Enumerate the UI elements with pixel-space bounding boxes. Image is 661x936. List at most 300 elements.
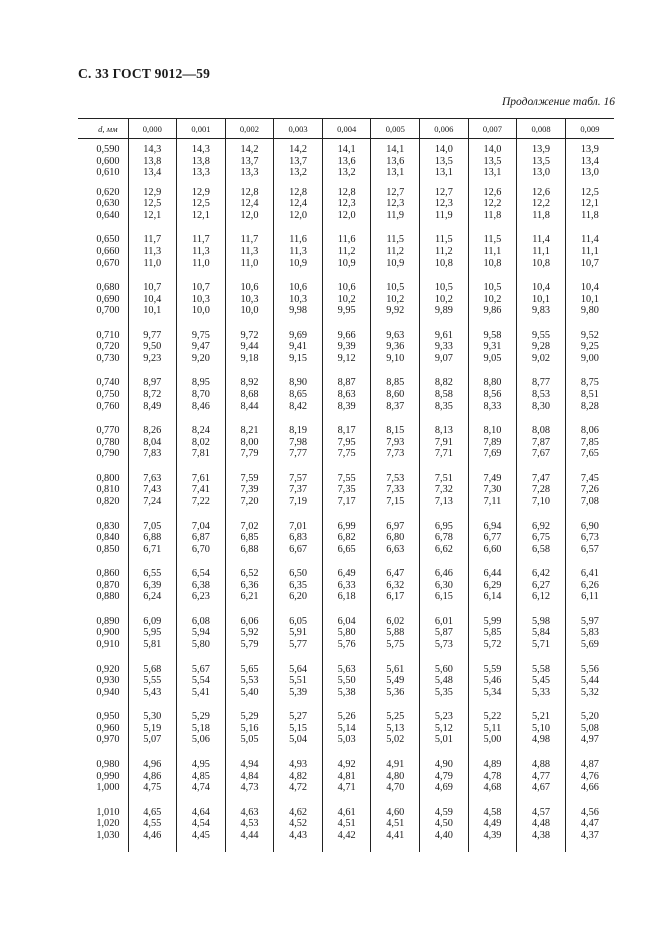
value-cell: [177, 330, 226, 378]
table-value: 8,65: [289, 389, 308, 401]
table-value: 4,96: [143, 758, 162, 770]
value-cell: [420, 282, 469, 330]
table-value: 7,69: [483, 448, 502, 460]
value-cell: [177, 234, 226, 282]
table-value: 10,6: [289, 282, 308, 294]
table-value: 6,29: [483, 579, 502, 591]
table-value: 7,98: [289, 436, 308, 448]
value-cell: [274, 711, 323, 759]
table-value: 4,65: [143, 806, 162, 818]
table-value: 6,82: [337, 532, 356, 544]
table-value: 4,40: [434, 829, 453, 841]
table-value: 6,92: [532, 520, 551, 532]
table-value: 4,97: [580, 734, 599, 746]
table-value: 5,50: [337, 675, 356, 687]
table-value: 6,44: [483, 568, 502, 580]
table-value: 5,41: [191, 686, 210, 698]
table-value: 7,65: [580, 448, 599, 460]
value-cell: [565, 521, 614, 569]
value-cell: [322, 568, 371, 616]
table-value: 6,46: [434, 568, 453, 580]
table-value: 5,01: [434, 734, 453, 746]
value-cell: [565, 234, 614, 282]
table-value: 6,47: [386, 568, 405, 580]
table-value: 4,66: [580, 782, 599, 794]
diameter-value: 0,830: [96, 520, 120, 532]
table-value: 5,48: [434, 675, 453, 687]
table-value: 6,58: [532, 543, 551, 555]
table-value: 8,97: [143, 377, 162, 389]
table-value: 10,8: [434, 257, 453, 269]
table-value: 6,97: [386, 520, 405, 532]
table-value: 4,53: [240, 818, 259, 830]
value-cell: [128, 807, 177, 852]
table-value: 5,12: [434, 722, 453, 734]
table-value: 11,9: [386, 209, 405, 221]
table-value: 12,8: [337, 186, 356, 198]
table-value: 6,32: [386, 579, 405, 591]
table-value: 11,7: [192, 234, 210, 246]
table-value: 5,30: [143, 711, 162, 723]
table-value: 10,7: [191, 282, 210, 294]
table-value: 11,6: [289, 234, 307, 246]
table-row-group: [78, 377, 614, 425]
table-value: 8,87: [337, 377, 356, 389]
table-value: 8,33: [483, 400, 502, 412]
table-value: 5,25: [386, 711, 405, 723]
diameter-value: 0,730: [96, 352, 120, 364]
diameter-cell: [78, 664, 128, 712]
data-table: [78, 118, 614, 852]
table-value: 8,13: [434, 425, 453, 437]
value-cell: [128, 234, 177, 282]
table-value: 10,3: [240, 293, 259, 305]
diameter-value: 0,920: [96, 663, 120, 675]
table-value: 7,51: [434, 472, 453, 484]
table-value: 4,94: [240, 758, 259, 770]
table-value: 5,87: [434, 627, 453, 639]
value-cell: [225, 473, 274, 521]
table-value: 7,59: [240, 472, 259, 484]
table-value: 5,91: [289, 627, 308, 639]
table-value: 5,08: [580, 722, 599, 734]
table-value: 6,06: [240, 615, 259, 627]
table-value: 12,1: [191, 209, 210, 221]
table-value: 10,1: [532, 293, 551, 305]
table-value: 10,0: [191, 305, 210, 317]
table-value: 4,47: [580, 818, 599, 830]
diameter-value: 0,620: [96, 186, 120, 198]
table-value: 10,7: [143, 282, 162, 294]
table-value: 11,1: [532, 245, 550, 257]
table-value: 6,11: [581, 591, 599, 603]
value-cell: [322, 282, 371, 330]
table-value: 12,8: [240, 186, 259, 198]
table-value: 13,1: [434, 167, 453, 179]
table-value: 11,3: [143, 245, 162, 257]
diameter-cell: [78, 282, 128, 330]
table-value: 14,2: [289, 144, 308, 155]
value-cell: [274, 664, 323, 712]
table-value: 12,0: [240, 209, 259, 221]
value-cell: [565, 568, 614, 616]
table-value: 6,62: [434, 543, 453, 555]
value-cell: [225, 807, 274, 852]
table-value: 9,92: [386, 305, 405, 317]
table-value: 6,78: [434, 532, 453, 544]
value-cell: [371, 234, 420, 282]
table-value: 9,89: [434, 305, 453, 317]
table-value: 5,32: [580, 686, 599, 698]
diameter-value: 0,750: [96, 389, 120, 401]
table-value: 5,27: [289, 711, 308, 723]
table-value: 6,77: [483, 532, 502, 544]
diameter-value: 0,820: [96, 496, 120, 507]
table-value: 4,95: [191, 758, 210, 770]
diameter-value: 0,960: [96, 722, 120, 734]
value-cell: [468, 187, 517, 235]
table-value: 10,7: [580, 257, 599, 269]
table-value: 11,6: [337, 234, 356, 246]
table-value: 5,38: [337, 686, 356, 698]
column-header: 0,006: [420, 119, 469, 139]
table-value: 6,63: [386, 543, 405, 555]
value-cell: [565, 187, 614, 235]
table-value: 9,02: [532, 352, 551, 364]
value-cell: [517, 282, 566, 330]
table-value: 5,19: [143, 722, 162, 734]
table-value: 5,99: [483, 615, 502, 627]
table-row-group: [78, 139, 614, 187]
table-value: 8,77: [532, 377, 551, 389]
table-value: 7,11: [483, 496, 502, 507]
column-header: 0,004: [322, 119, 371, 139]
table-value: 7,30: [483, 484, 502, 496]
table-value: 13,2: [337, 167, 356, 179]
table-value: 12,7: [434, 186, 453, 198]
table-value: 5,59: [483, 663, 502, 675]
table-value: 11,2: [386, 245, 405, 257]
value-cell: [371, 139, 420, 187]
table-value: 5,61: [386, 663, 405, 675]
table-value: 13,7: [289, 155, 308, 167]
table-value: 9,18: [240, 352, 259, 364]
diameter-value: 0,910: [96, 639, 120, 651]
value-cell: [517, 568, 566, 616]
value-cell: [517, 521, 566, 569]
value-cell: [274, 234, 323, 282]
table-value: 13,4: [580, 155, 599, 167]
table-value: 8,85: [386, 377, 405, 389]
table-value: 8,51: [580, 389, 599, 401]
value-cell: [468, 664, 517, 712]
table-value: 12,6: [532, 186, 551, 198]
table-row-group: [78, 711, 614, 759]
table-value: 6,85: [240, 532, 259, 544]
table-value: 12,5: [191, 198, 210, 210]
table-value: 9,61: [434, 329, 453, 341]
table-value: 6,24: [143, 591, 162, 603]
value-cell: [177, 282, 226, 330]
table-value: 13,5: [434, 155, 453, 167]
value-cell: [468, 425, 517, 473]
table-value: 12,4: [289, 198, 308, 210]
table-value: 13,7: [240, 155, 259, 167]
diameter-cell: [78, 425, 128, 473]
value-cell: [371, 282, 420, 330]
diameter-cell: [78, 759, 128, 807]
table-value: 5,15: [289, 722, 308, 734]
value-cell: [468, 759, 517, 807]
value-cell: [468, 282, 517, 330]
table-value: 5,16: [240, 722, 259, 734]
table-value: 5,73: [434, 639, 453, 651]
table-value: 11,7: [143, 234, 162, 246]
table-value: 5,97: [580, 615, 599, 627]
value-cell: [274, 616, 323, 664]
table-value: 4,63: [240, 806, 259, 818]
table-value: 7,13: [434, 496, 453, 507]
diameter-value: 0,680: [96, 282, 120, 294]
table-value: 8,04: [143, 436, 162, 448]
table-value: 7,20: [240, 496, 259, 507]
table-value: 7,71: [434, 448, 453, 460]
table-value: 4,51: [386, 818, 405, 830]
table-value: 9,10: [386, 352, 405, 364]
table-value: 4,87: [580, 758, 599, 770]
value-cell: [274, 330, 323, 378]
table-value: 5,43: [143, 686, 162, 698]
table-value: 5,04: [289, 734, 308, 746]
value-cell: [420, 473, 469, 521]
value-cell: [128, 473, 177, 521]
page-header: С. 33 ГОСТ 9012—59: [78, 66, 211, 81]
table-value: 5,14: [337, 722, 356, 734]
value-cell: [565, 282, 614, 330]
table-value: 5,33: [532, 686, 551, 698]
table-value: 9,58: [483, 329, 502, 341]
table-value: 9,69: [289, 329, 308, 341]
table-value: 6,87: [191, 532, 210, 544]
table-value: 14,1: [386, 144, 405, 155]
diameter-value: 0,600: [96, 155, 120, 167]
table-value: 5,26: [337, 711, 356, 723]
table-value: 6,55: [143, 568, 162, 580]
table-row-group: [78, 330, 614, 378]
table-value: 4,64: [191, 806, 210, 818]
table-value: 10,1: [580, 293, 599, 305]
table-value: 7,89: [483, 436, 502, 448]
table-value: 8,06: [580, 425, 599, 437]
table-value: 13,5: [532, 155, 551, 167]
table-value: 11,3: [192, 245, 210, 257]
table-value: 7,75: [337, 448, 356, 460]
diameter-cell: [78, 330, 128, 378]
diameter-value: 1,000: [96, 782, 120, 794]
table-row-group: [78, 187, 614, 235]
value-cell: [565, 759, 614, 807]
table-value: 5,58: [532, 663, 551, 675]
value-cell: [468, 521, 517, 569]
table-value: 8,21: [240, 425, 259, 437]
value-cell: [274, 521, 323, 569]
table-value: 4,82: [289, 770, 308, 782]
table-value: 9,55: [532, 329, 551, 341]
table-value: 12,1: [580, 198, 599, 210]
value-cell: [177, 139, 226, 187]
table-value: 7,10: [532, 496, 551, 507]
table-value: 8,75: [580, 377, 599, 389]
diameter-value: 0,710: [96, 329, 120, 341]
value-cell: [322, 616, 371, 664]
table-value: 6,20: [289, 591, 308, 603]
value-cell: [420, 234, 469, 282]
table-value: 7,45: [580, 472, 599, 484]
table-value: 6,75: [532, 532, 551, 544]
table-value: 5,64: [289, 663, 308, 675]
column-header: 0,003: [274, 119, 323, 139]
table-value: 5,77: [289, 639, 308, 651]
table-value: 5,40: [240, 686, 259, 698]
value-cell: [322, 187, 371, 235]
table-value: 5,34: [483, 686, 502, 698]
table-row-group: [78, 473, 614, 521]
value-cell: [565, 473, 614, 521]
value-cell: [177, 616, 226, 664]
table-value: 7,77: [289, 448, 308, 460]
table-value: 12,2: [532, 198, 551, 210]
table-value: 11,1: [581, 245, 599, 257]
table-value: 9,25: [580, 341, 599, 353]
value-cell: [565, 711, 614, 759]
diameter-cell: [78, 616, 128, 664]
table-value: 4,86: [143, 770, 162, 782]
table-value: 13,5: [483, 155, 502, 167]
table-value: 7,41: [191, 484, 210, 496]
table-value: 5,76: [337, 639, 356, 651]
value-cell: [420, 425, 469, 473]
table-value: 9,66: [337, 329, 356, 341]
value-cell: [565, 139, 614, 187]
column-header: 0,005: [371, 119, 420, 139]
table-value: 5,07: [143, 734, 162, 746]
table-value: 6,17: [386, 591, 405, 603]
table-value: 5,13: [386, 722, 405, 734]
value-cell: [128, 568, 177, 616]
diameter-value: 1,010: [96, 806, 120, 818]
table-value: 13,1: [386, 167, 405, 179]
table-value: 5,39: [289, 686, 308, 698]
table-value: 10,9: [386, 257, 405, 269]
table-value: 8,92: [240, 377, 259, 389]
value-cell: [565, 425, 614, 473]
table-value: 8,63: [337, 389, 356, 401]
table-value: 9,23: [143, 352, 162, 364]
table-continuation-label: Продолжение табл. 16: [502, 96, 615, 108]
table-value: 7,43: [143, 484, 162, 496]
table-value: 10,2: [337, 293, 356, 305]
table-value: 6,33: [337, 579, 356, 591]
table-value: 7,73: [386, 448, 405, 460]
table-value: 6,54: [191, 568, 210, 580]
value-cell: [225, 330, 274, 378]
value-cell: [517, 664, 566, 712]
table-header-row: [78, 119, 614, 139]
table-value: 4,41: [386, 829, 405, 841]
value-cell: [225, 377, 274, 425]
value-cell: [517, 711, 566, 759]
diameter-value: 0,720: [96, 341, 120, 353]
value-cell: [517, 759, 566, 807]
value-cell: [128, 521, 177, 569]
table-value: 5,81: [143, 639, 162, 651]
value-cell: [565, 616, 614, 664]
value-cell: [371, 330, 420, 378]
table-value: 9,12: [337, 352, 356, 364]
table-value: 13,9: [532, 144, 551, 155]
value-cell: [225, 664, 274, 712]
diameter-value: 0,670: [96, 257, 120, 269]
table-value: 11,2: [435, 245, 453, 257]
table-value: 6,18: [337, 591, 356, 603]
value-cell: [322, 377, 371, 425]
table-value: 9,15: [289, 352, 308, 364]
value-cell: [371, 807, 420, 852]
table-value: 7,01: [289, 520, 308, 532]
value-cell: [420, 807, 469, 852]
value-cell: [565, 330, 614, 378]
table-value: 5,68: [143, 663, 162, 675]
value-cell: [371, 473, 420, 521]
table-value: 4,91: [386, 758, 405, 770]
value-cell: [517, 187, 566, 235]
diameter-cell: [78, 711, 128, 759]
table-value: 6,05: [289, 615, 308, 627]
table-value: 9,36: [386, 341, 405, 353]
table-value: 10,0: [240, 305, 259, 317]
value-cell: [371, 425, 420, 473]
table-value: 9,75: [191, 329, 210, 341]
table-value: 13,0: [580, 167, 599, 179]
value-cell: [420, 139, 469, 187]
diameter-value: 0,640: [96, 209, 120, 221]
value-cell: [565, 807, 614, 852]
table-value: 8,58: [434, 389, 453, 401]
table-row-group: [78, 807, 614, 852]
table-value: 6,30: [434, 579, 453, 591]
table-value: 7,49: [483, 472, 502, 484]
value-cell: [420, 664, 469, 712]
table-value: 5,51: [289, 675, 308, 687]
value-cell: [468, 616, 517, 664]
table-value: 6,57: [580, 543, 599, 555]
table-value: 8,30: [532, 400, 551, 412]
value-cell: [517, 377, 566, 425]
table-value: 6,70: [191, 543, 210, 555]
table-value: 11,8: [483, 209, 502, 221]
table-value: 6,04: [337, 615, 356, 627]
value-cell: [322, 473, 371, 521]
table-value: 4,77: [532, 770, 551, 782]
table-value: 10,6: [337, 282, 356, 294]
table-value: 7,05: [143, 520, 162, 532]
table-value: 6,80: [386, 532, 405, 544]
table-value: 6,15: [434, 591, 453, 603]
table-value: 11,5: [435, 234, 453, 246]
value-cell: [128, 616, 177, 664]
table-value: 9,63: [386, 329, 405, 341]
table-value: 4,43: [289, 829, 308, 841]
